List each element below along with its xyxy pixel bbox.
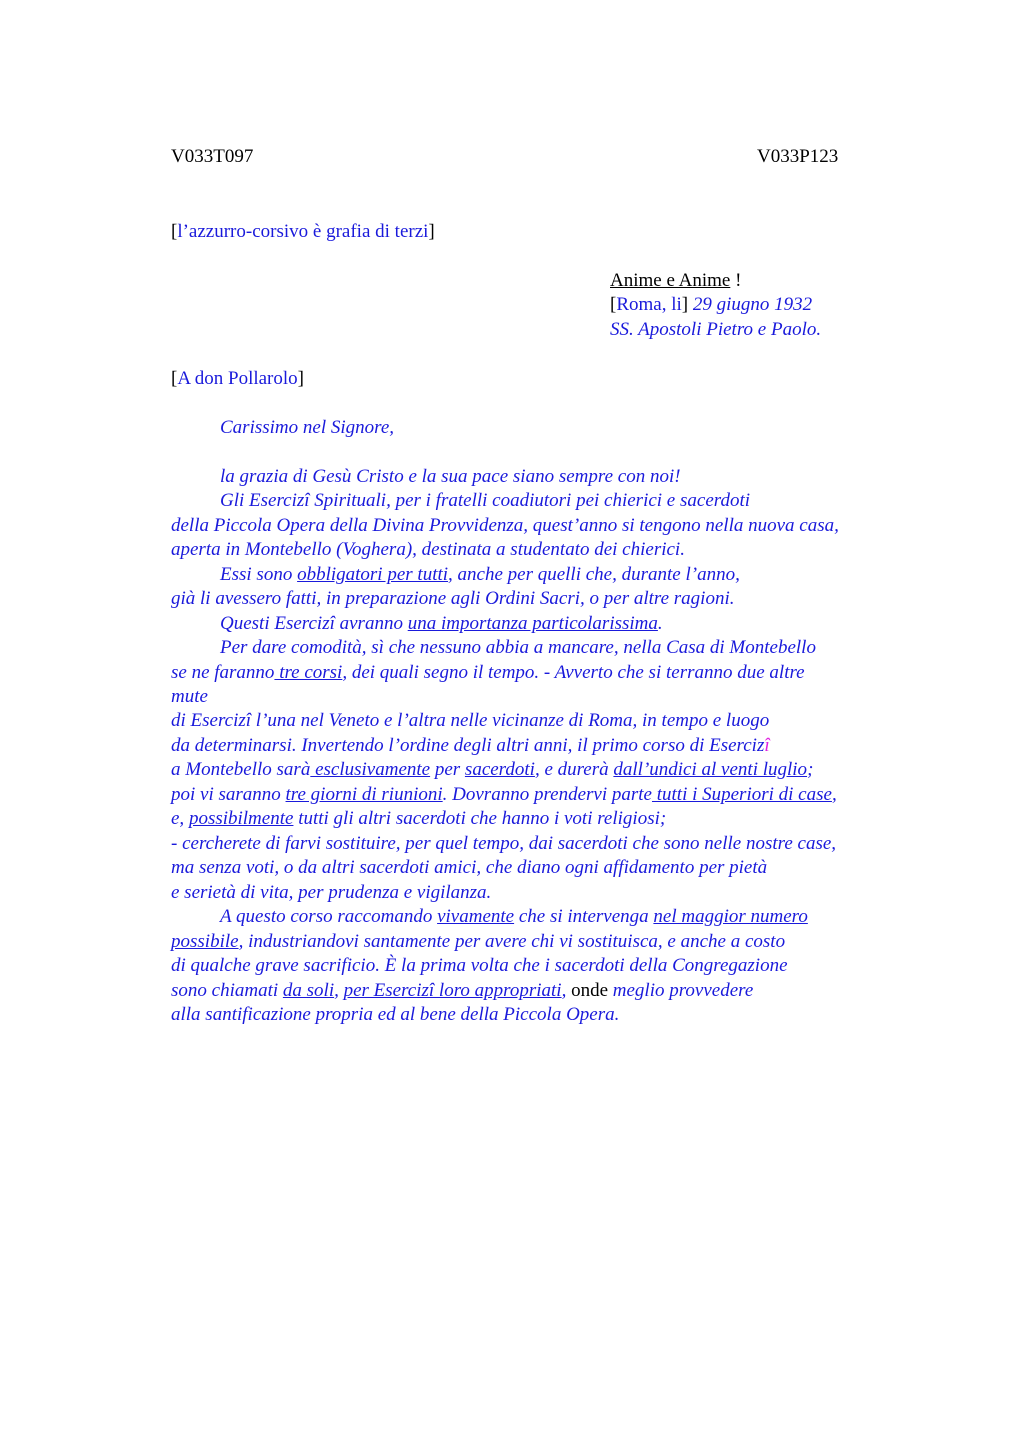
letter-line: mute [171,686,208,707]
letter-line: alla santificazione propria ed al bene della Piccola Opera. [171,1004,620,1025]
letter-line: ma senza voti, o da altri sacerdoti amici, che diano ogni affidamento per pietà [171,857,768,878]
letter-line: se ne faranno tre corsi, dei quali segno il tempo. - Avverto che si terranno due altre [171,662,805,683]
letter-line: Essi sono obbligatori per tutti, anche per quelli che, durante l’anno, [220,564,740,585]
letter-line: di qualche grave sacrificio. È la prima volta che i sacerdoti della Congregazione [171,955,788,976]
letter-line: - cercherete di farvi sostituire, per quel tempo, dai sacerdoti che sono nelle nostre case, [171,833,837,854]
letter-line: Questi Esercizî avranno una importanza particolarissima. [220,613,663,634]
editorial-note: [l’azzurro-corsivo è grafia di terzi] [171,221,435,242]
letter-line: di Esercizî l’una nel Veneto e l’altra nelle vicinanze di Roma, in tempo e luogo [171,710,770,731]
letter-line: poi vi saranno tre giorni di riunioni. Dovranno prendervi parte tutti i Superiori di case, [171,784,837,805]
letter-line: aperta in Montebello (Voghera), destinata a studentato dei chierici. [171,539,685,560]
recipient: [A don Pollarolo] [171,368,304,389]
letter-line: già li avessero fatti, in preparazione agli Ordini Sacri, o per altre ragioni. [171,588,735,609]
feast-day: SS. Apostoli Pietro e Paolo. [610,319,822,340]
document-code-left: V033T097 [171,146,254,167]
letter-line: Per dare comodità, sì che nessuno abbia a mancare, nella Casa di Montebello [220,637,816,658]
letter-line: e serietà di vita, per prudenza e vigilanza. [171,882,492,903]
letter-line: a Montebello sarà esclusivamente per sacerdoti, e durerà dall’undici al venti luglio; [171,759,814,780]
letter-line: Gli Esercizî Spirituali, per i fratelli coadiutori pei chierici e sacerdoti [220,490,750,511]
letter-line: possibile, industriandovi santamente per avere chi vi sostituisca, e anche a costo [171,931,786,952]
correction-mark: î [764,735,770,756]
letter-line: A questo corso raccomando vivamente che si intervenga nel maggior numero [220,906,808,927]
place-date: [Roma, li] 29 giugno 1932 [610,294,813,315]
document-code-right: V033P123 [757,146,839,167]
letter-line: e, possibilmente tutti gli altri sacerdoti che hanno i voti religiosi; [171,808,667,829]
letter-line: sono chiamati da soli, per Esercizî loro appropriati, onde meglio provvedere [171,980,754,1001]
motto: Anime e Anime ! [610,270,742,291]
salutation: Carissimo nel Signore, [220,417,394,438]
letter-line: la grazia di Gesù Cristo e la sua pace siano sempre con noi! [220,466,681,487]
letter-line: da determinarsi. Invertendo l’ordine degli altri anni, il primo corso di Esercizî [171,735,770,756]
letter-line: della Piccola Opera della Divina Provvidenza, quest’anno si tengono nella nuova casa, [171,515,839,536]
